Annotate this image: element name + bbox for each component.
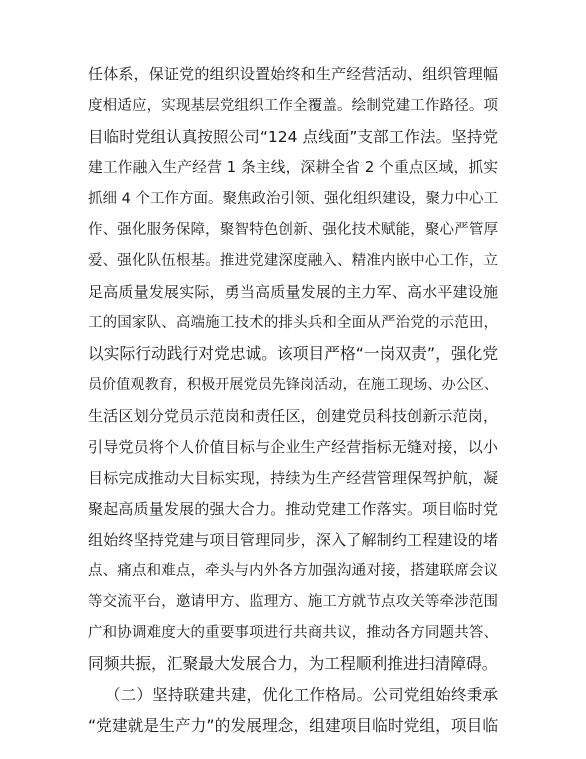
paragraph-line: 抓细 4 个工作方面。聚焦政治引领、强化组织建设，聚力中心工 — [88, 191, 498, 207]
paragraph-line: 工的国家队、高端施工技术的排头兵和全面从严治党的示范田， — [88, 315, 498, 331]
paragraph-line: 等交流平台，邀请甲方、监理方、施工方就节点攻关等牵涉范围 — [88, 594, 498, 610]
section-heading-line: （二）坚持联建共建，优化工作格局。公司党组始终秉承 — [105, 686, 498, 704]
paragraph-line: 生活区划分党员示范岗和责任区，创建党员科技创新示范岗， — [88, 407, 498, 425]
paragraph-line: 度相适应，实现基层党组织工作全覆盖。绘制党建工作路径。项 — [88, 98, 498, 114]
paragraph-line: 爱、强化队伍根基。推进党建深度融入、精准内嵌中心工作，立 — [88, 253, 498, 269]
paragraph-line: 任体系，保证党的组织设置始终和生产经营活动、组织管理幅 — [88, 65, 498, 83]
paragraph-line: “党建就是生产力”的发展理念，组建项目临时党组，项目临 — [88, 716, 499, 735]
paragraph-line: 目标完成推动大目标实现，持续为生产经营管理保驾护航，凝 — [88, 469, 498, 487]
paragraph-line: 广和协调难度大的重要事项进行共商共议，推动各方同题共答、 — [88, 625, 498, 641]
paragraph-line: 以实际行动践行对党忠诚。该项目严格“一岗双责”，强化党 — [88, 344, 499, 363]
paragraph-line: 聚起高质量发展的强大合力。推动党建工作落实。项目临时党 — [88, 500, 498, 518]
paragraph-line: 足高质量发展实际，勇当高质量发展的主力军、高水平建设施 — [88, 283, 498, 301]
paragraph-line: 同频共振，汇聚最大发展合力，为工程顺利推进扫清障碍。 — [88, 654, 498, 673]
paragraph-line: 作、强化服务保障，聚智特色创新、强化技术赋能，聚心严管厚 — [88, 222, 498, 238]
paragraph-line: 组始终坚持党建与项目管理同步，深入了解制约工程建设的堵 — [88, 531, 498, 549]
paragraph-line: 建工作融入生产经营 1 条主线，深耕全省 2 个重点区域，抓实 — [88, 159, 498, 176]
paragraph-line: 引导党员将个人价值目标与企业生产经营指标无缝对接，以小 — [88, 438, 498, 456]
paragraph-line: 员价值观教育，积极开展党员先锋岗活动，在施工现场、办公区、 — [88, 377, 498, 393]
paragraph-line: 目临时党组认真按照公司“124 点线面”支部工作法。坚持党 — [88, 128, 498, 146]
paragraph-line: 点、痛点和难点，牵头与内外各方加强沟通对接，搭建联席会议 — [88, 563, 498, 579]
